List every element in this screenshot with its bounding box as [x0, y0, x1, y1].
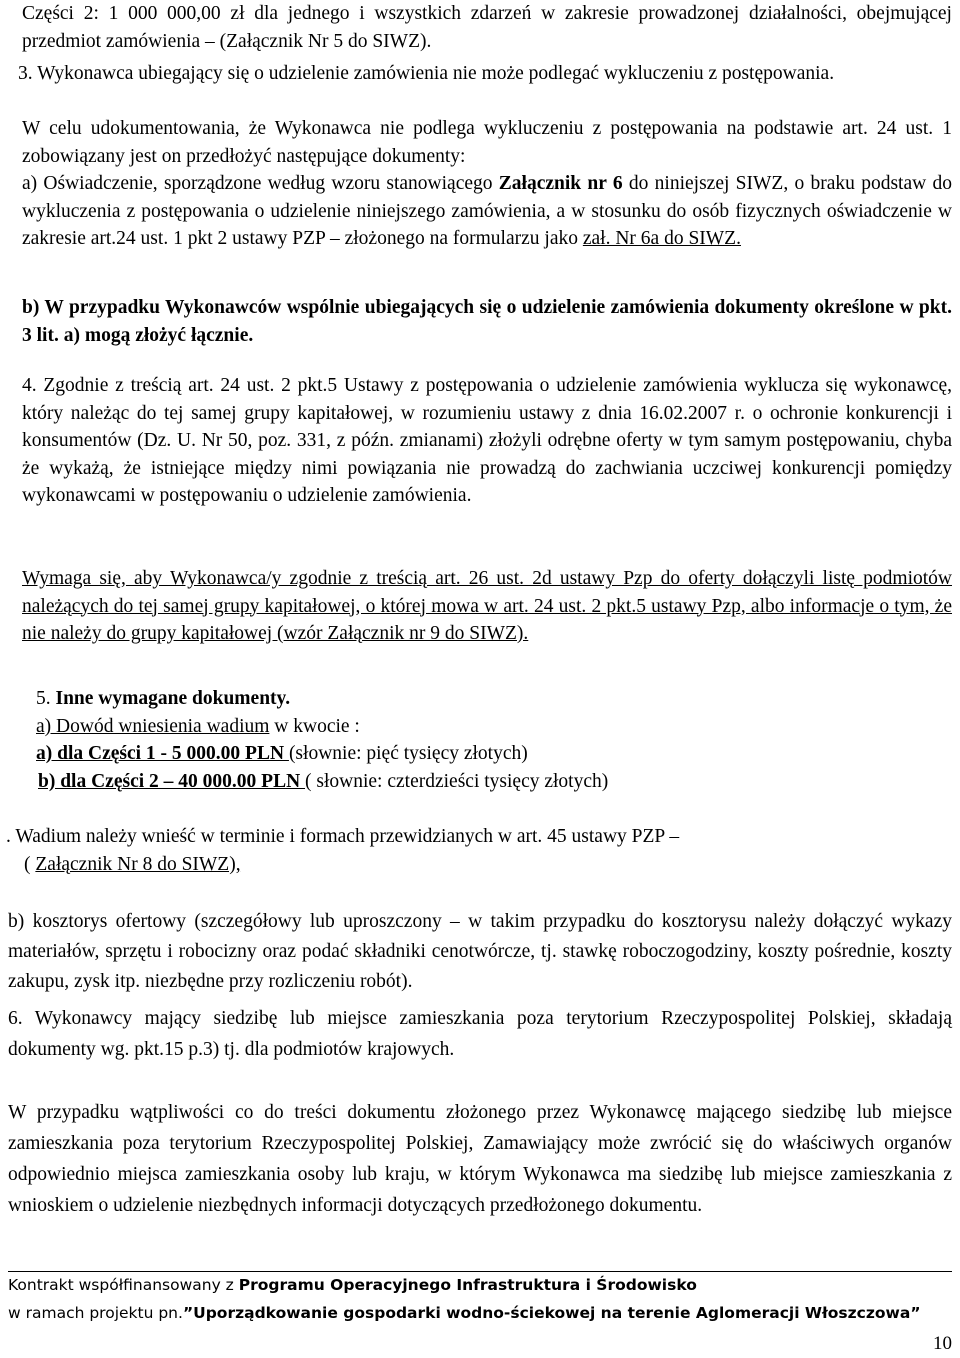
wadium-part1-words: (słownie: pięć tysięcy złotych) [288, 743, 528, 764]
footer-line-2-pre: w ramach projektu pn. [8, 1304, 183, 1322]
item-3-purpose-paragraph [22, 115, 952, 170]
item-4-requirement-paragraph [22, 565, 952, 648]
footer-line-2 [8, 1299, 952, 1327]
foreign-documents-paragraph [8, 1097, 952, 1221]
item-5a-title: a) Dowód wniesienia wadium [36, 716, 270, 737]
page-number: 10 [933, 1333, 952, 1354]
item-5b-paragraph [8, 907, 952, 997]
wadium-terms-text: . Wadium należy wnieść w terminie i formach przewidzianych w art. 45 ustawy PZP – [6, 826, 680, 847]
item-5-number: 5. [36, 688, 56, 709]
item-3b-text: b) W przypadku Wykonawców wspólnie ubiegających się o udzielenie zamówienia dokumenty określone w pkt. 3 lit. a) mogą złożyć łącznie. [22, 297, 952, 346]
item-3-text: 3. Wykonawca ubiegający się o udzielenie zamówienia nie może podlegać wykluczeniu z postępowania. [18, 63, 835, 84]
item-6-paragraph [8, 1003, 952, 1065]
insurance-part2-amount: Części 2: 1 000 000,00 [22, 3, 221, 24]
item-3a-underlined-ref: zał. Nr 6a do SIWZ. [582, 228, 741, 249]
wadium-part1-amount: a) dla Części 1 - 5 000.00 PLN [36, 743, 289, 764]
item-3a-text-pre: a) Oświadczenie, sporządzone według wzoru stanowiącego [22, 173, 499, 194]
item-5b-text: b) kosztorys ofertowy (szczegółowy lub uproszczony – w takim przypadku do kosztorysu należy dołączyć wykazy materiałów, sprzętu i robocizny oraz podać składniki cenotwórcze, tj. stawkę roboczogodziny, koszty pośrednie, koszty zakupu, zysk itp. niezbędne przy rozliczeniu robót). [8, 911, 952, 992]
item-3-purpose-text: W celu udokumentowania, że Wykonawca nie podlega wykluczeniu z postępowania na podstawie art. 24 ust. 1 zobowiązany jest on przedłożyć następujące dokumenty: [22, 118, 952, 167]
item-5-heading [36, 685, 952, 713]
item-4-requirement-text: Wymaga się, aby Wykonawca/y zgodnie z treścią art. 26 ust. 2d ustawy Pzp do oferty dołączyli listę podmiotów należących do tej samej grupy kapitałowej, o której mowa w art. 24 ust. 2 pkt.5 ustawy Pzp, albo informacje o tym, że nie należy do grupy kapitałowej (wzór Załącznik nr 9 do SIWZ). [22, 568, 952, 644]
item-5a-line [36, 713, 952, 741]
item-3a-text-post: do niniejszej SIWZ, o braku podstaw do wykluczenia z postępowania o udzielenie niniejszego zamówienia, a w stosunku do osób fizycznych oświadczenie w zakresie art.24 ust. 1 pkt 2 ustawy PZP – złożonego na formularzu jako [22, 173, 952, 249]
footer-program-name: Programu Operacyjnego Infrastruktura i Środowisko [238, 1276, 697, 1294]
item-5-title: Inne wymagane dokumenty. [55, 688, 291, 709]
wadium-part2-line [38, 768, 952, 796]
wadium-ref-line [24, 851, 952, 879]
item-3a-attachment-ref: Załącznik nr 6 [498, 173, 623, 194]
insurance-part2-text: zł dla jednego i wszystkich zdarzeń w zakresie prowadzonej działalności, obejmującej przedmiot zamówienia – (Załącznik Nr 5 do SIWZ). [22, 3, 952, 52]
item-3b-paragraph [22, 294, 952, 349]
wadium-part2-words: ( słownie: czterdzieści tysięcy złotych) [305, 771, 609, 792]
footer-line-1-pre: Kontrakt współfinansowany z [8, 1276, 239, 1294]
footer-line-1 [8, 1271, 952, 1299]
wadium-part1-line [36, 740, 952, 768]
item-6-text: 6. Wykonawcy mający siedzibę lub miejsce zamieszkania poza terytorium Rzeczypospolitej Polskiej, składają dokumenty wg. pkt.15 p.3) tj. dla podmiotów krajowych. [8, 1008, 952, 1060]
wadium-terms-line [6, 823, 936, 851]
wadium-ref-prefix: ( [24, 854, 36, 875]
wadium-part2-amount: b) dla Części 2 – 40 000.00 PLN [38, 771, 306, 792]
item-3-paragraph [18, 60, 952, 88]
insurance-part2-paragraph [22, 0, 952, 55]
wadium-ref-attachment: Załącznik Nr 8 do SIWZ), [35, 854, 241, 875]
item-5a-rest: w kwocie : [269, 716, 360, 737]
foreign-documents-text: W przypadku wątpliwości co do treści dokumentu złożonego przez Wykonawcę mającego siedzibę lub miejsce zamieszkania poza terytorium Rzeczypospolitej Polskiej, Zamawiający może zwrócić się do właściwych organów odpowiednio miejsca zamieszkania osoby lub kraju, w którym Wykonawca ma siedzibę lub miejsce zamieszkania z wnioskiem o udzielenie niezbędnych informacji dotyczących przedłożonego dokumentu. [8, 1102, 952, 1216]
item-3a-paragraph [22, 170, 952, 253]
item-4-text: 4. Zgodnie z treścią art. 24 ust. 2 pkt.5 Ustawy z postępowania o udzielenie zamówienia wyklucza się wykonawcę, który należąc do tej samej grupy kapitałowej, w rozumieniu ustawy z dnia 16.02.2007 r. o ochronie konkurencji i konsumentów (Dz. U. Nr 50, poz. 331, z późn. zmianami) złożyli odrębne oferty w tym samym postępowaniu, chyba że wykażą, że istniejące między nimi powiązania nie prowadzą do zachwiania uczciwej konkurencji pomiędzy wykonawcami w postępowaniu o udzielenie zamówienia. [22, 375, 952, 506]
item-4-paragraph [22, 372, 952, 510]
footer-project-name: ”Uporządkowanie gospodarki wodno-ściekowej na terenie Aglomeracji Włoszczowa” [182, 1304, 921, 1322]
